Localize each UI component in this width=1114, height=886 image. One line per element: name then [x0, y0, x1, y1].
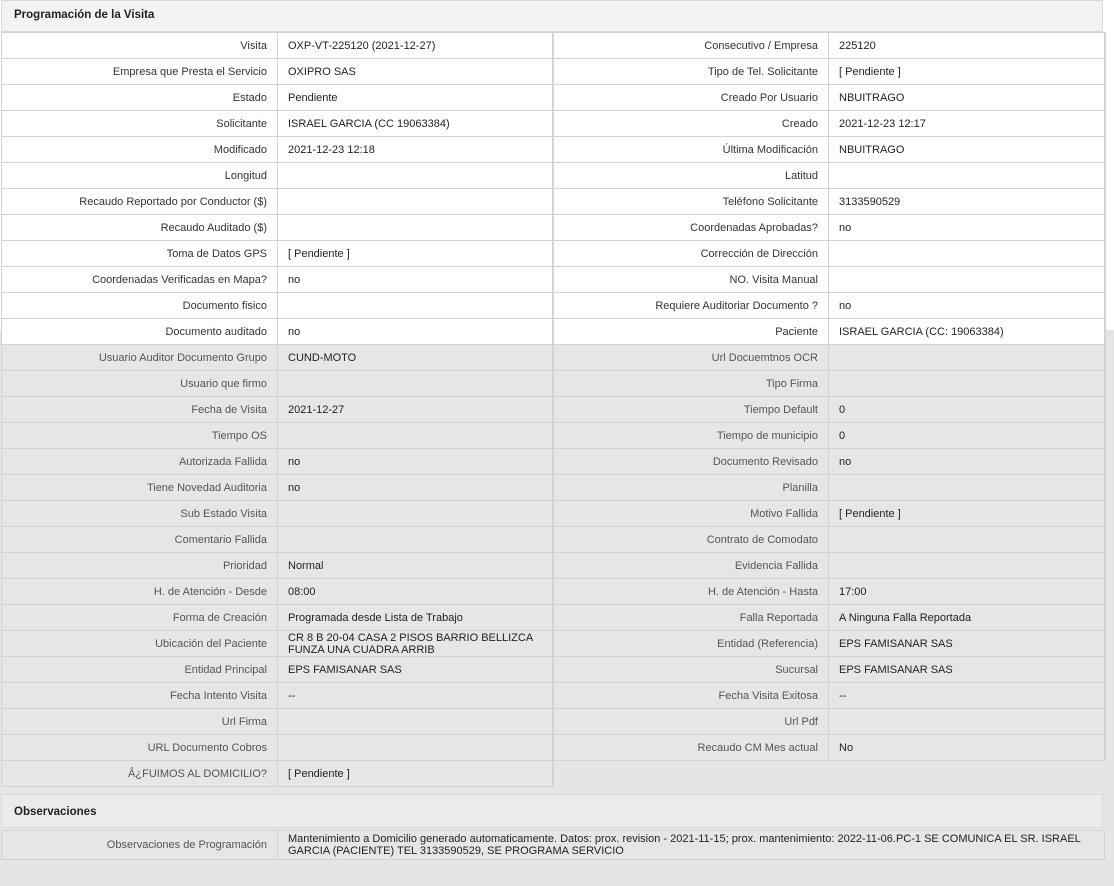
field-label: Última Modificación [553, 137, 829, 163]
field-value: OXIPRO SAS [278, 59, 553, 85]
form-row [2, 371, 1105, 397]
field-label: Tipo Firma [553, 371, 829, 397]
field-label: Creado Por Usuario [553, 85, 829, 111]
field-value [278, 501, 553, 527]
field-label: Ubicación del Paciente [2, 631, 278, 657]
field-value [829, 241, 1105, 267]
field-label: Modificado [2, 137, 278, 163]
field-value: 08:00 [278, 579, 553, 605]
form-row [2, 397, 1105, 423]
field-value: 225120 [829, 33, 1105, 59]
field-value [278, 709, 553, 735]
field-value: A Ninguna Falla Reportada [829, 605, 1105, 631]
field-label: Estado [2, 85, 278, 111]
field-value [278, 189, 553, 215]
field-value: 17:00 [829, 579, 1105, 605]
form-row [2, 163, 1105, 189]
field-label: Requiere Auditoriar Documento ? [553, 293, 829, 319]
field-label: Planilla [553, 475, 829, 501]
field-label: Visita [2, 33, 278, 59]
field-value: 2021-12-23 12:18 [278, 137, 553, 163]
field-value: no [829, 293, 1105, 319]
field-label: Sub Estado Visita [2, 501, 278, 527]
field-label: Fecha de Visita [2, 397, 278, 423]
field-label: Motivo Fallida [553, 501, 829, 527]
form-row [2, 605, 1105, 631]
field-value [278, 163, 553, 189]
form-row [2, 215, 1105, 241]
field-value: -- [278, 683, 553, 709]
field-value [829, 163, 1105, 189]
field-value [278, 293, 553, 319]
field-label: Longitud [2, 163, 278, 189]
form-row [2, 579, 1105, 605]
form-row [2, 735, 1105, 761]
field-label: Falla Reportada [553, 605, 829, 631]
field-value: ISRAEL GARCIA (CC 19063384) [278, 111, 553, 137]
field-value: EPS FAMISANAR SAS [829, 657, 1105, 683]
field-label: Evidencia Fallida [553, 553, 829, 579]
field-label: Corrección de Dirección [553, 241, 829, 267]
field-value: Normal [278, 553, 553, 579]
field-label: Â¿FUIMOS AL DOMICILIO? [2, 761, 278, 787]
field-label: Observaciones de Programación [2, 831, 278, 860]
field-label: Toma de Datos GPS [2, 241, 278, 267]
field-label: Prioridad [2, 553, 278, 579]
field-label: Entidad Principal [2, 657, 278, 683]
form-row [2, 527, 1105, 553]
field-value [278, 423, 553, 449]
field-value: no [278, 319, 553, 345]
field-label: URL Documento Cobros [2, 735, 278, 761]
form-row [2, 553, 1105, 579]
field-label: Paciente [553, 319, 829, 345]
field-value: no [829, 449, 1105, 475]
form-row [2, 189, 1105, 215]
section-title-observaciones: Observaciones [1, 794, 1103, 828]
field-label: Url Docuemtnos OCR [553, 345, 829, 371]
form-row [2, 761, 1105, 787]
form-row [2, 501, 1105, 527]
field-value: no [278, 267, 553, 293]
field-label: Latitud [553, 163, 829, 189]
field-label: Consecutivo / Empresa [553, 33, 829, 59]
field-label: H. de Atención - Hasta [553, 579, 829, 605]
field-value [278, 215, 553, 241]
field-value: CR 8 B 20-04 CASA 2 PISOS BARRIO BELLIZCA FUNZA UNA CUADRA ARRIB [278, 631, 553, 657]
field-value: EPS FAMISANAR SAS [278, 657, 553, 683]
form-row [2, 267, 1105, 293]
field-value: [ Pendiente ] [829, 59, 1105, 85]
field-label: Tiempo de municipio [553, 423, 829, 449]
form-row [2, 293, 1105, 319]
field-label: Fecha Intento Visita [2, 683, 278, 709]
field-label: Autorizada Fallida [2, 449, 278, 475]
field-value: Mantenimiento a Domicilio generado automaticamente. Datos: prox. revision - 2021-11-15; prox. mantenimiento: 2022-11-06.PC-1 SE COMUNICA EL SR. ISRAEL GARCIA (PACIENTE) TEL 3133590529, SE PROGRAMA SERVICIO [278, 831, 1105, 860]
field-label: Recaudo Auditado ($) [2, 215, 278, 241]
field-label: Documento fisico [2, 293, 278, 319]
field-label: Tiempo OS [2, 423, 278, 449]
field-label: Url Pdf [553, 709, 829, 735]
field-label: Creado [553, 111, 829, 137]
field-label: Teléfono Solicitante [553, 189, 829, 215]
field-value: 2021-12-27 [278, 397, 553, 423]
form-row [2, 137, 1105, 163]
field-label: Documento Revisado [553, 449, 829, 475]
field-label: Entidad (Referencia) [553, 631, 829, 657]
field-label: Recaudo CM Mes actual [553, 735, 829, 761]
field-label: Forma de Creación [2, 605, 278, 631]
field-value: OXP-VT-225120 (2021-12-27) [278, 33, 553, 59]
field-label: Documento auditado [2, 319, 278, 345]
field-value: -- [829, 683, 1105, 709]
observaciones-table [1, 830, 1105, 860]
field-value [829, 553, 1105, 579]
field-value: CUND-MOTO [278, 345, 553, 371]
field-label: Empresa que Presta el Servicio [2, 59, 278, 85]
form-row [2, 241, 1105, 267]
form-row [2, 631, 1105, 657]
form-row [2, 657, 1105, 683]
field-value: No [829, 735, 1105, 761]
field-label: NO. Visita Manual [553, 267, 829, 293]
form-row [2, 111, 1105, 137]
field-value: [ Pendiente ] [829, 501, 1105, 527]
field-label: Solicitante [2, 111, 278, 137]
field-label: Url Firma [2, 709, 278, 735]
field-label: Coordenadas Aprobadas? [553, 215, 829, 241]
field-value: 3133590529 [829, 189, 1105, 215]
field-label: Comentario Fallida [2, 527, 278, 553]
field-value [278, 527, 553, 553]
field-value: EPS FAMISANAR SAS [829, 631, 1105, 657]
field-label: Tiempo Default [553, 397, 829, 423]
field-value [829, 527, 1105, 553]
field-value [829, 267, 1105, 293]
field-label: Recaudo Reportado por Conductor ($) [2, 189, 278, 215]
field-value [278, 735, 553, 761]
field-value: [ Pendiente ] [278, 241, 553, 267]
field-label: Tipo de Tel. Solicitante [553, 59, 829, 85]
field-value [829, 345, 1105, 371]
field-label: H. de Atención - Desde [2, 579, 278, 605]
field-value: ISRAEL GARCIA (CC: 19063384) [829, 319, 1105, 345]
field-value: 0 [829, 397, 1105, 423]
field-label: Contrato de Comodato [553, 527, 829, 553]
field-value: 0 [829, 423, 1105, 449]
form-row [2, 33, 1105, 59]
field-value: no [278, 449, 553, 475]
form-row [2, 475, 1105, 501]
field-label: Tiene Novedad Auditoria [2, 475, 278, 501]
visit-details-table [1, 32, 1106, 787]
field-value: NBUITRAGO [829, 85, 1105, 111]
field-value [829, 371, 1105, 397]
field-value [829, 475, 1105, 501]
field-value: no [829, 215, 1105, 241]
field-value: 2021-12-23 12:17 [829, 111, 1105, 137]
field-value [278, 371, 553, 397]
field-value: NBUITRAGO [829, 137, 1105, 163]
section-title-programacion: Programación de la Visita [1, 0, 1103, 32]
form-row [2, 319, 1105, 345]
form-row [2, 683, 1105, 709]
form-row [2, 345, 1105, 371]
empty-cell [553, 761, 1105, 787]
form-row [2, 709, 1105, 735]
field-label: Fecha Visita Exitosa [553, 683, 829, 709]
field-label: Usuario Auditor Documento Grupo [2, 345, 278, 371]
field-value: [ Pendiente ] [278, 761, 553, 787]
form-row [2, 423, 1105, 449]
form-row [2, 449, 1105, 475]
field-label: Coordenadas Verificadas en Mapa? [2, 267, 278, 293]
field-value: no [278, 475, 553, 501]
observaciones-row [2, 831, 1105, 860]
field-value: Pendiente [278, 85, 553, 111]
field-label: Sucursal [553, 657, 829, 683]
form-row [2, 85, 1105, 111]
field-label: Usuario que firmo [2, 371, 278, 397]
form-row [2, 59, 1105, 85]
field-value [829, 709, 1105, 735]
field-value: Programada desde Lista de Trabajo [278, 605, 553, 631]
